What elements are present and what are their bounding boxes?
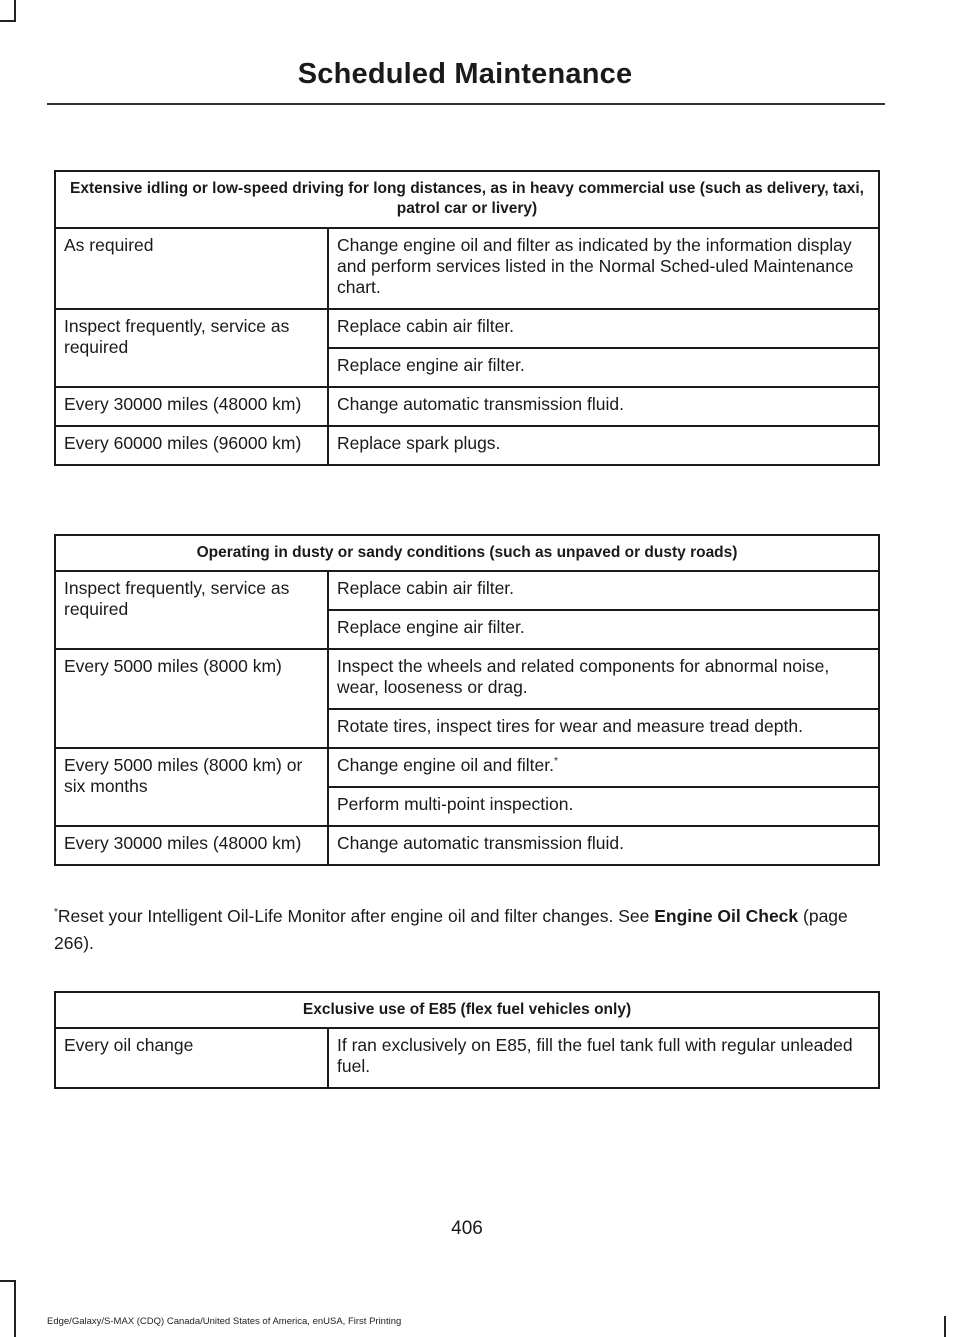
page-number: 406 <box>451 1218 483 1239</box>
footnote-page-ref: (page 266). <box>54 906 848 953</box>
action-cell: Replace cabin air filter. <box>328 571 879 610</box>
interval-cell: Inspect frequently, service as required <box>55 309 328 387</box>
action-cell: Replace engine air filter. <box>328 348 879 387</box>
table-row <box>55 748 879 787</box>
interval-cell: As required <box>55 228 328 309</box>
action-cell: Change automatic transmission fluid. <box>328 387 879 426</box>
action-cell: Inspect the wheels and related components for abnormal noise, wear, looseness or drag. <box>328 649 879 709</box>
maintenance-table-heavy-use <box>54 170 880 466</box>
table-row <box>55 228 879 309</box>
footnote-marker: * <box>54 907 58 919</box>
crop-mark-bottom-right-v <box>944 1316 946 1337</box>
table-heading: Operating in dusty or sandy conditions (such as unpaved or dusty roads) <box>55 535 879 571</box>
action-cell: Replace cabin air filter. <box>328 309 879 348</box>
interval-cell: Every 30000 miles (48000 km) <box>55 387 328 426</box>
crop-mark-top-left-v <box>14 0 16 22</box>
interval-cell: Every 60000 miles (96000 km) <box>55 426 328 465</box>
action-cell: Replace engine air filter. <box>328 610 879 649</box>
table-row <box>55 309 879 348</box>
table-heading: Exclusive use of E85 (flex fuel vehicles only) <box>55 992 879 1028</box>
action-cell: If ran exclusively on E85, fill the fuel tank full with regular unleaded fuel. <box>328 1028 879 1088</box>
interval-cell: Every oil change <box>55 1028 328 1088</box>
table-heading: Extensive idling or low-speed driving for long distances, as in heavy commercial use (such as delivery, taxi, patrol car or livery) <box>55 171 879 228</box>
footnote-marker: * <box>553 756 558 768</box>
interval-cell: Every 30000 miles (48000 km) <box>55 826 328 865</box>
title-divider <box>47 103 885 105</box>
crop-mark-top-left-h <box>0 20 16 22</box>
maintenance-table-dusty-conditions <box>54 534 880 866</box>
page-footer: Edge/Galaxy/S-MAX (CDQ) Canada/United States of America, enUSA, First Printing <box>47 1316 402 1327</box>
action-cell: Replace spark plugs. <box>328 426 879 465</box>
interval-cell: Every 5000 miles (8000 km) or six months <box>55 748 328 826</box>
interval-cell: Every 5000 miles (8000 km) <box>55 649 328 748</box>
crop-mark-bottom-left-v <box>14 1280 16 1337</box>
table-row <box>55 426 879 465</box>
action-cell: Change automatic transmission fluid. <box>328 826 879 865</box>
table-row <box>55 1028 879 1088</box>
maintenance-table-e85 <box>54 991 880 1089</box>
page-title: Scheduled Maintenance <box>297 58 633 90</box>
action-cell: Rotate tires, inspect tires for wear and measure tread depth. <box>328 709 879 748</box>
table-row <box>55 571 879 610</box>
action-text: Change engine oil and filter. <box>337 755 554 775</box>
crop-mark-bottom-left-h <box>0 1280 16 1282</box>
engine-oil-check-link[interactable]: Engine Oil Check <box>654 906 799 926</box>
table-row <box>55 826 879 865</box>
action-cell: Perform multi-point inspection. <box>328 787 879 826</box>
table-row <box>55 649 879 709</box>
action-cell: Change engine oil and filter as indicated by the information display and perform services listed in the Normal Sched-uled Maintenance chart. <box>328 228 879 309</box>
table-row <box>55 387 879 426</box>
interval-cell: Inspect frequently, service as required <box>55 571 328 649</box>
footnote-text: Reset your Intelligent Oil-Life Monitor after engine oil and filter changes. See <box>57 906 655 926</box>
action-cell <box>328 748 879 787</box>
footnote <box>54 903 874 957</box>
